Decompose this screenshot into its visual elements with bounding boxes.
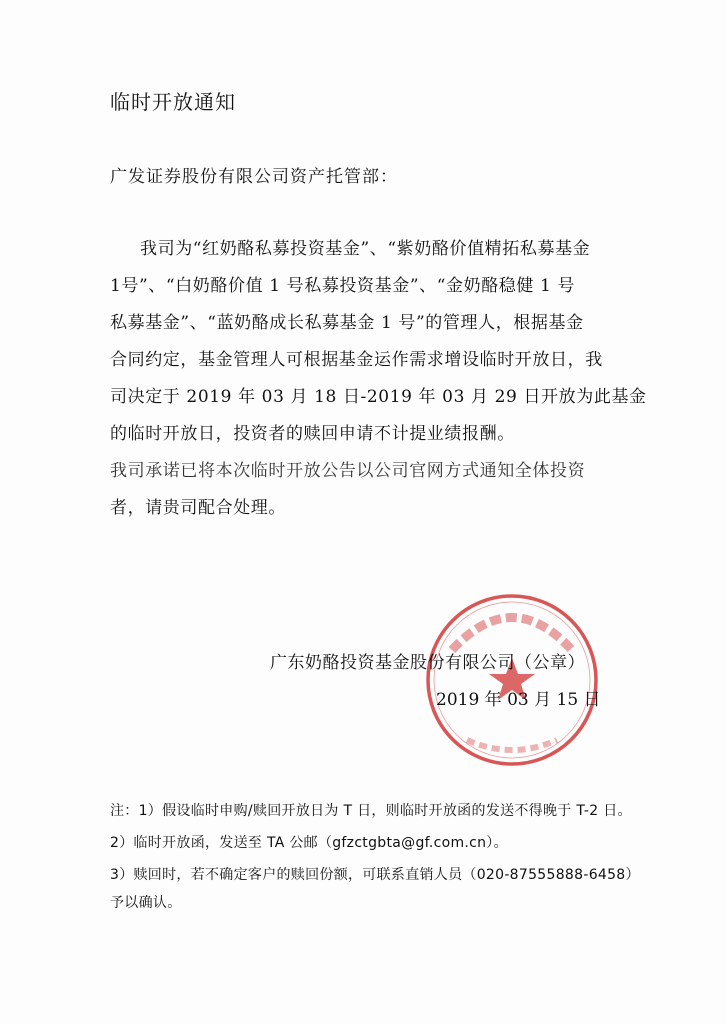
addressee: 广发证券股份有限公司资产托管部： xyxy=(110,167,398,187)
body-line: 者，请贵司配合处理。 xyxy=(110,498,286,518)
company-signature: 广东奶酪投资基金股份有限公司（公章） xyxy=(270,653,585,673)
seal-text-arc xyxy=(452,618,572,651)
signature-date: 2019 年 03 月 15 日 xyxy=(436,690,601,710)
company-seal-stamp xyxy=(422,590,602,770)
body-line: 合同约定，基金管理人可根据基金运作需求增设临时开放日，我 xyxy=(110,350,603,370)
note-line: 3）赎回时，若不确定客户的赎回份额，可联系直销人员（020-87555888-6458） xyxy=(110,867,640,883)
body-line: 私募基金”、“蓝奶酪成长私募基金 1 号”的管理人，根据基金 xyxy=(110,313,584,333)
body-line: 司决定于 2019 年 03 月 18 日-2019 年 03 月 29 日开放为此基金 xyxy=(110,387,647,407)
body-line: 我司承诺已将本次临时开放公告以公司官网方式通知全体投资 xyxy=(110,461,586,481)
seal-lower-arc xyxy=(467,740,557,750)
note-line: 注：1）假设临时申购/赎回开放日为 T 日，则临时开放函的发送不得晚于 T-2 日。 xyxy=(110,803,632,819)
body-line: 的临时开放日，投资者的赎回申请不计提业绩报酬。 xyxy=(110,424,515,444)
note-line: 2）临时开放函，发送至 TA 公邮（gfzctgbta@gf.com.cn）。 xyxy=(110,835,508,851)
note-line: 予以确认。 xyxy=(110,895,182,911)
body-line: 1号”、“白奶酪价值 1 号私募投资基金”、“金奶酪稳健 1 号 xyxy=(110,276,576,296)
notice-title: 临时开放通知 xyxy=(110,90,236,114)
body-line: 我司为“红奶酪私募投资基金”、“紫奶酪价值精拓私募基金 xyxy=(140,239,591,259)
